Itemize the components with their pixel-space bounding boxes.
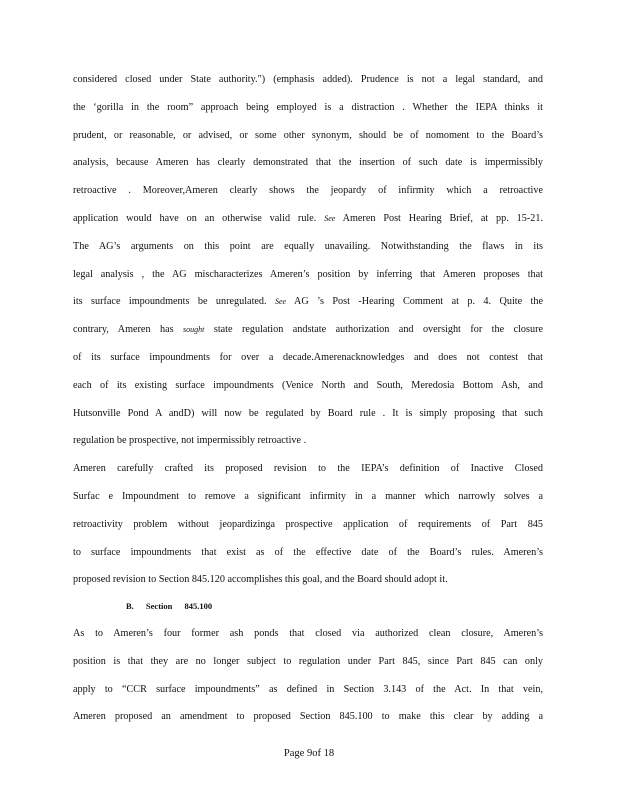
text-line: of its surface impoundments for over a decade.Amerenacknowledges and does not contest that bbox=[73, 352, 543, 363]
text-line: its surface impoundments be unregulated. See AG ’s Post -Hearing Comment at p. 4. Quite the bbox=[73, 296, 544, 308]
text-line: considered closed under State authority.") (emphasis added). Prudence is not a legal standard, and bbox=[73, 74, 543, 85]
text-line: proposed revision to Section 845.120 accomplishes this goal, and the Board should adopt it. bbox=[73, 574, 448, 586]
text-line: position is that they are no longer subject to regulation under Part 845, since Part 845 can only bbox=[73, 655, 543, 667]
section-heading bbox=[126, 601, 212, 611]
text-line: to surface impoundments that exist as of the effective date of the Board’s rules. Ameren’s bbox=[73, 546, 543, 558]
text-line: regulation be prospective, not impermissibly retroactive . bbox=[73, 435, 307, 447]
text-line: As to Ameren’s four former ash ponds that closed via authorized clean closure, Ameren’s bbox=[73, 628, 543, 639]
text-line: legal analysis , the AG mischaracterizes Ameren’s position by inferring that Ameren proposes that bbox=[73, 268, 543, 280]
text-line: application would have on an otherwise valid rule. See Ameren Post Hearing Brief, at pp. 15-21. bbox=[73, 213, 543, 224]
text-line: Surfac e Impoundment to remove a significant infirmity in a manner which narrowly solves a bbox=[73, 491, 543, 502]
page-number: Page 9of 18 bbox=[283, 748, 335, 759]
text-line: prudent, or reasonable, or advised, or some other synonym, should be of nomoment to the Board’s bbox=[73, 129, 543, 141]
text-line: Ameren carefully crafted its proposed revision to the IEPA’s definition of Inactive Closed bbox=[73, 463, 543, 475]
text-line: Hutsonville Pond A andD) will now be regulated by Board rule . It is simply proposing that such bbox=[73, 407, 543, 419]
text-line: retroactivity problem without jeopardizinga prospective application of requirements of Part 845 bbox=[73, 518, 543, 530]
heading-number: 845.100 bbox=[184, 601, 213, 611]
text-line: analysis, because Ameren has clearly demonstrated that the insertion of such date is impermissibly bbox=[73, 157, 543, 169]
text-line: The AG’s arguments on this point are equally unavailing. Notwithstanding the flaws in its bbox=[73, 240, 543, 252]
text-line: Ameren proposed an amendment to proposed Section 845.100 to make this clear by adding a bbox=[73, 711, 543, 723]
text-line: each of its existing surface impoundments (Venice North and South, Meredosia Bottom Ash, and bbox=[73, 379, 543, 391]
heading-letter: B. bbox=[126, 601, 134, 611]
text-line: contrary, Ameren has sought state regulation andstate authorization and oversight for the closure bbox=[73, 324, 544, 336]
text-line: retroactive . Moreover,Ameren clearly shows the jeopardy of infirmity which a retroactive bbox=[73, 185, 543, 197]
text-line: the ‘gorilla in the room” approach being employed is a distraction . Whether the IEPA thinks it bbox=[73, 101, 543, 113]
heading-label: Section bbox=[145, 601, 173, 611]
text-line: apply to “CCR surface impoundments” as defined in Section 3.143 of the Act. In that vein, bbox=[73, 683, 543, 695]
